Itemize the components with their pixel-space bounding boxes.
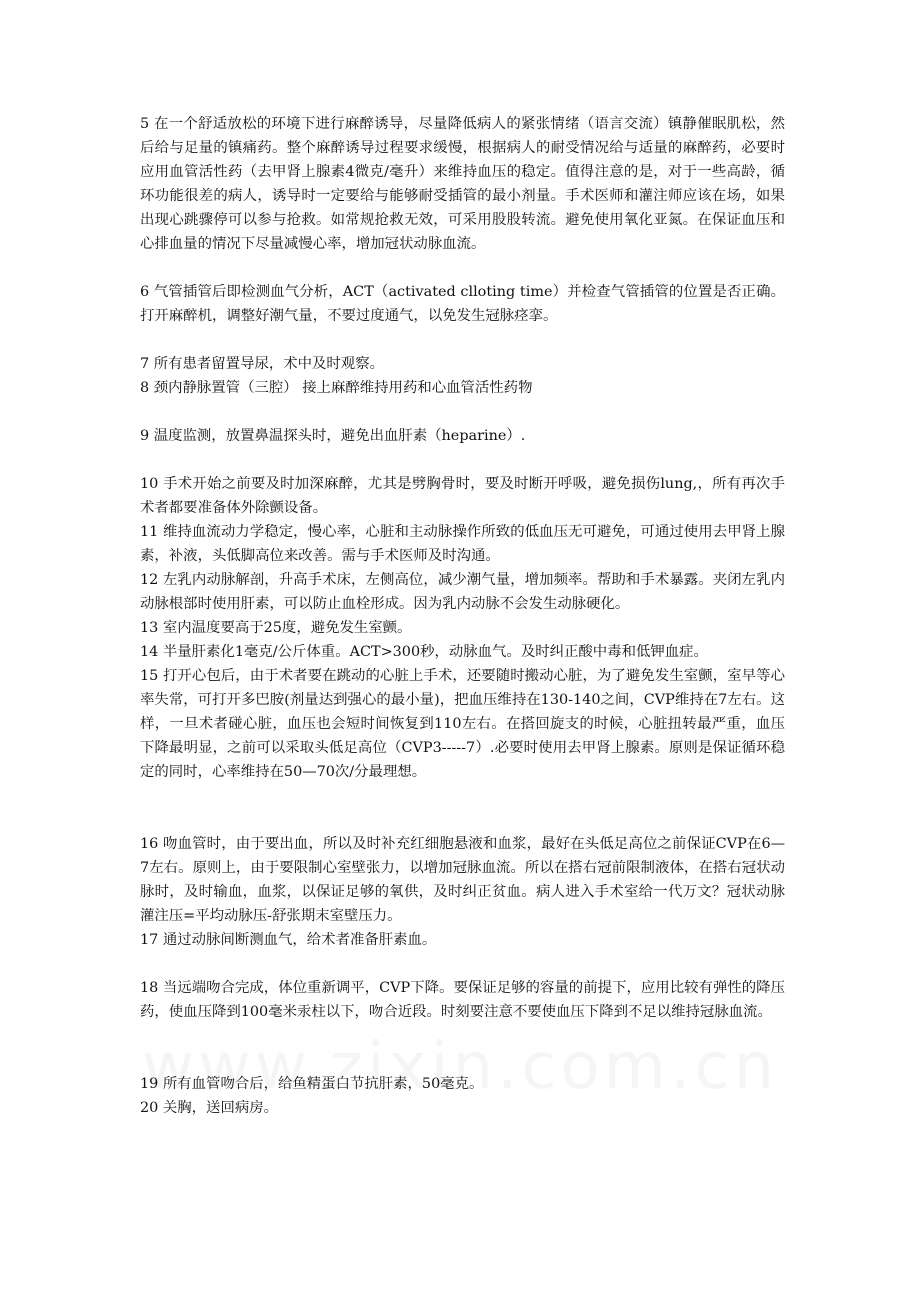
- spacer: [140, 952, 785, 976]
- spacer: [140, 400, 785, 424]
- spacer: [140, 1024, 785, 1072]
- paragraph-14: 14 半量肝素化1毫克/公斤体重。ACT>300秒，动脉血气。及时纠正酸中毒和低钾血症。: [140, 644, 708, 660]
- spacer: [140, 328, 785, 352]
- paragraph-16: 16 吻血管时，由于要出血，所以及时补充红细胞悬液和血浆，最好在头低足高位之前保证CVP在6—7左右。原则上，由于要限制心室壁张力，以增加冠脉血流。所以在搭右冠前限制液体，在搭右冠状动脉时，及时输血，血浆，以保证足够的氧供，及时纠正贫血。病人进入手术室给一代万文？冠状动脉灌注压=平均动脉压-舒张期末室壁压力。: [140, 836, 785, 924]
- paragraph-7: 7 所有患者留置导尿，术中及时观察。: [140, 356, 384, 372]
- paragraph-15: 15 打开心包后，由于术者要在跳动的心脏上手术，还要随时搬动心脏，为了避免发生室颤，室早等心率失常，可打开多巴胺(剂量达到强心的最小量)，把血压维持在130-140之间，CVP维持在7左右。这样，一旦术者碰心脏，血压也会短时间恢复到110左右。在搭回旋支的时候，心脏扭转最严重，血压下降最明显，之前可以采取头低足高位（CVP3-----7）.必要时使用去甲肾上腺素。原则是保证循环稳定的同时，心率维持在50—70次/分最理想。: [140, 668, 785, 780]
- spacer: [140, 448, 785, 472]
- paragraph-10: 10 手术开始之前要及时加深麻醉，尤其是劈胸骨时，要及时断开呼吸，避免损伤lung,，所有再次手术者都要准备体外除颤设备。: [140, 476, 785, 516]
- paragraph-5: 5 在一个舒适放松的环境下进行麻醉诱导，尽量降低病人的紧张情绪（语言交流）镇静催眠肌松，然后给与足量的镇痛药。整个麻醉诱导过程要求缓慢，根据病人的耐受情况给与适量的麻醉药，必要时应用血管活性药（去甲肾上腺素4微克/毫升）来维持血压的稳定。值得注意的是，对于一些高龄，循环功能很差的病人，诱导时一定要给与能够耐受插管的最小剂量。手术医师和灌注师应该在场，如果出现心跳骤停可以参与抢救。如常规抢救无效，可采用股股转流。避免使用氧化亚氮。在保证血压和心排血量的情况下尽量减慢心率，增加冠状动脉血流。: [140, 116, 785, 252]
- paragraph-6: 6 气管插管后即检测血气分析，ACT（activated clloting time）并检查气管插管的位置是否正确。打开麻醉机，调整好潮气量，不要过度通气，以免发生冠脉痉挛。: [140, 284, 785, 324]
- paragraph-20: 20 关胸，送回病房。: [140, 1100, 279, 1116]
- spacer: [140, 784, 785, 832]
- paragraph-8: 8 颈内静脉置管（三腔） 接上麻醉维持用药和心血管活性药物: [140, 380, 533, 396]
- paragraph-11: 11 维持血流动力学稳定，慢心率，心脏和主动脉操作所致的低血压无可避免，可通过使用去甲肾上腺素，补液，头低脚高位来改善。需与手术医师及时沟通。: [140, 524, 785, 564]
- paragraph-19: 19 所有血管吻合后，给鱼精蛋白节抗肝素，50毫克。: [140, 1076, 484, 1092]
- spacer: [140, 256, 785, 280]
- document-body: [140, 112, 785, 1120]
- paragraph-13: 13 室内温度要高于25度，避免发生室颤。: [140, 620, 412, 636]
- paragraph-18: 18 当远端吻合完成，体位重新调平，CVP下降。要保证足够的容量的前提下，应用比较有弹性的降压药，使血压降到100毫米汞柱以下，吻合近段。时刻要注意不要使血压下降到不足以维持冠脉血流。: [140, 980, 785, 1020]
- paragraph-17: 17 通过动脉间断测血气，给术者准备肝素血。: [140, 932, 437, 948]
- paragraph-12: 12 左乳内动脉解剖，升高手术床，左侧高位，减少潮气量，增加频率。帮助和手术暴露。夹闭左乳内动脉根部时使用肝素，可以防止血栓形成。因为乳内动脉不会发生动脉硬化。: [140, 572, 785, 612]
- paragraph-9: 9 温度监测，放置鼻温探头时，避免出血肝素（heparine）.: [140, 428, 526, 444]
